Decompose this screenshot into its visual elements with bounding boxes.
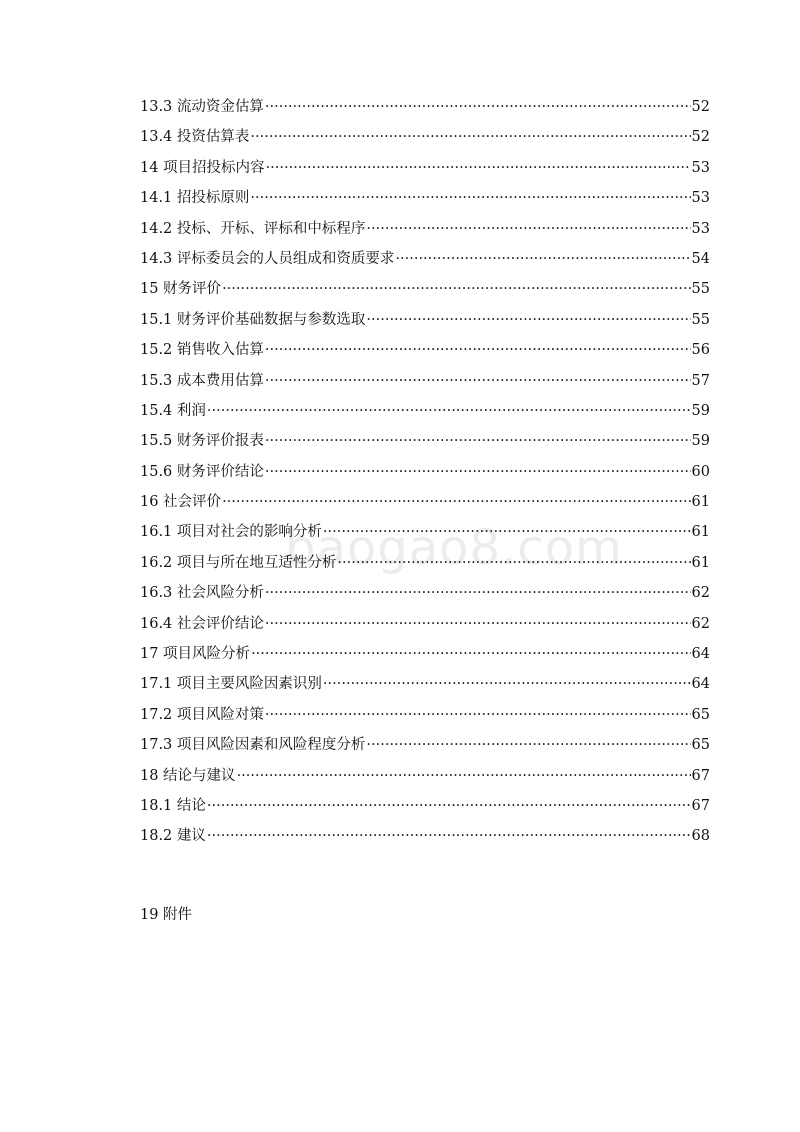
- toc-entry-title: 14 项目招投标内容: [140, 159, 265, 176]
- toc-dot-leader: [323, 517, 691, 547]
- toc-entry-page: 62: [691, 585, 710, 602]
- toc-entry-page: 65: [691, 737, 710, 754]
- toc-entry[interactable]: [140, 335, 710, 365]
- toc-dot-leader: [366, 730, 690, 760]
- toc-entry-title: 17.2 项目风险对策: [140, 706, 264, 723]
- toc-dot-leader: [265, 457, 691, 487]
- toc-entry[interactable]: [140, 609, 710, 639]
- toc-entry-title: 15.5 财务评价报表: [140, 433, 264, 450]
- table-of-contents: [140, 92, 710, 852]
- toc-dot-leader: [207, 821, 691, 851]
- toc-entry-page: 68: [691, 828, 710, 845]
- toc-dot-leader: [265, 578, 691, 608]
- toc-entry[interactable]: [140, 92, 710, 122]
- toc-dot-leader: [323, 669, 691, 699]
- toc-entry-page: 55: [691, 311, 710, 328]
- toc-entry[interactable]: [140, 639, 710, 669]
- toc-entry-page: 53: [691, 190, 710, 207]
- toc-dot-leader: [265, 609, 691, 639]
- toc-dot-leader: [337, 548, 690, 578]
- toc-dot-leader: [237, 761, 691, 791]
- toc-dot-leader: [265, 426, 691, 456]
- toc-entry-title: 16.1 项目对社会的影响分析: [140, 524, 322, 541]
- toc-entry-title: 15 财务评价: [140, 281, 222, 298]
- toc-entry[interactable]: [140, 669, 710, 699]
- toc-entry-title: 15.3 成本费用估算: [140, 372, 264, 389]
- toc-entry-page: 61: [691, 554, 710, 571]
- watermark-text: baogao8.com: [285, 520, 623, 576]
- toc-dot-leader: [366, 214, 690, 244]
- toc-entry-title: 13.3 流动资金估算: [140, 99, 264, 115]
- toc-entry-title: 18.2 建议: [140, 828, 206, 845]
- toc-entry-page: 61: [691, 494, 710, 511]
- toc-entry-title: 16.3 社会风险分析: [140, 585, 264, 602]
- toc-entry[interactable]: [140, 396, 710, 426]
- toc-entry[interactable]: [140, 700, 710, 730]
- toc-entry-title: 15.6 财务评价结论: [140, 463, 264, 480]
- toc-entry-title: 16.4 社会评价结论: [140, 615, 264, 632]
- toc-entry-title: 18 结论与建议: [140, 767, 236, 784]
- toc-dot-leader: [266, 153, 691, 183]
- toc-entry[interactable]: [140, 153, 710, 183]
- toc-entry-page: 53: [691, 220, 710, 237]
- toc-entry-title: 14.3 评标委员会的人员组成和资质要求: [140, 250, 395, 267]
- toc-entry-page: 67: [691, 767, 710, 784]
- toc-entry-title: 15.1 财务评价基础数据与参数选取: [140, 311, 366, 328]
- toc-entry-page: 59: [691, 402, 710, 419]
- toc-entry[interactable]: [140, 426, 710, 456]
- toc-entry-title: 17 项目风险分析: [140, 646, 251, 663]
- toc-entry-title: 17.1 项目主要风险因素识别: [140, 676, 322, 693]
- toc-entry-title: 17.3 项目风险因素和风险程度分析: [140, 737, 366, 754]
- toc-dot-leader: [222, 487, 690, 517]
- toc-entry-page: 53: [691, 159, 710, 176]
- toc-entry[interactable]: [140, 214, 710, 244]
- toc-entry-page: 59: [691, 433, 710, 450]
- toc-entry-page: 52: [691, 99, 710, 115]
- toc-entry-page: 55: [691, 281, 710, 298]
- toc-dot-leader: [265, 335, 691, 365]
- toc-entry[interactable]: [140, 791, 710, 821]
- toc-entry[interactable]: [140, 183, 710, 213]
- toc-entry-page: 60: [691, 463, 710, 480]
- toc-dot-leader: [366, 305, 690, 335]
- appendix-heading[interactable]: 19 附件: [140, 907, 193, 923]
- toc-entry-title: 15.4 利润: [140, 402, 206, 419]
- toc-entry-title: 18.1 结论: [140, 797, 206, 814]
- toc-entry[interactable]: [140, 274, 710, 304]
- toc-dot-leader: [265, 92, 691, 122]
- toc-entry-page: 64: [691, 646, 710, 663]
- toc-entry-page: 54: [691, 250, 710, 267]
- toc-entry[interactable]: [140, 457, 710, 487]
- toc-dot-leader: [222, 274, 690, 304]
- toc-entry[interactable]: [140, 730, 710, 760]
- toc-entry[interactable]: [140, 366, 710, 396]
- toc-dot-leader: [251, 639, 690, 669]
- toc-entry[interactable]: [140, 517, 710, 547]
- toc-entry[interactable]: [140, 761, 710, 791]
- toc-entry-page: 52: [691, 129, 710, 146]
- toc-entry[interactable]: [140, 578, 710, 608]
- toc-entry-page: 67: [691, 797, 710, 814]
- toc-dot-leader: [250, 183, 690, 213]
- toc-entry[interactable]: [140, 122, 710, 152]
- toc-entry[interactable]: [140, 548, 710, 578]
- toc-entry-page: 61: [691, 524, 710, 541]
- toc-entry-page: 64: [691, 676, 710, 693]
- toc-entry[interactable]: [140, 244, 710, 274]
- toc-dot-leader: [265, 366, 691, 396]
- toc-dot-leader: [250, 122, 690, 152]
- toc-dot-leader: [265, 700, 691, 730]
- toc-dot-leader: [395, 244, 690, 274]
- toc-entry-title: 15.2 销售收入估算: [140, 342, 264, 359]
- toc-entry-page: 65: [691, 706, 710, 723]
- toc-entry[interactable]: [140, 305, 710, 335]
- toc-dot-leader: [207, 791, 691, 821]
- toc-entry-title: 13.4 投资估算表: [140, 129, 250, 146]
- toc-entry-title: 16 社会评价: [140, 494, 222, 511]
- toc-entry[interactable]: [140, 821, 710, 851]
- toc-entry-title: 16.2 项目与所在地互适性分析: [140, 554, 337, 571]
- toc-entry-title: 14.1 招投标原则: [140, 190, 250, 207]
- toc-entry[interactable]: [140, 487, 710, 517]
- toc-entry-page: 56: [691, 342, 710, 359]
- toc-dot-leader: [207, 396, 691, 426]
- toc-entry-page: 57: [691, 372, 710, 389]
- toc-entry-page: 62: [691, 615, 710, 632]
- toc-entry-title: 14.2 投标、开标、评标和中标程序: [140, 220, 366, 237]
